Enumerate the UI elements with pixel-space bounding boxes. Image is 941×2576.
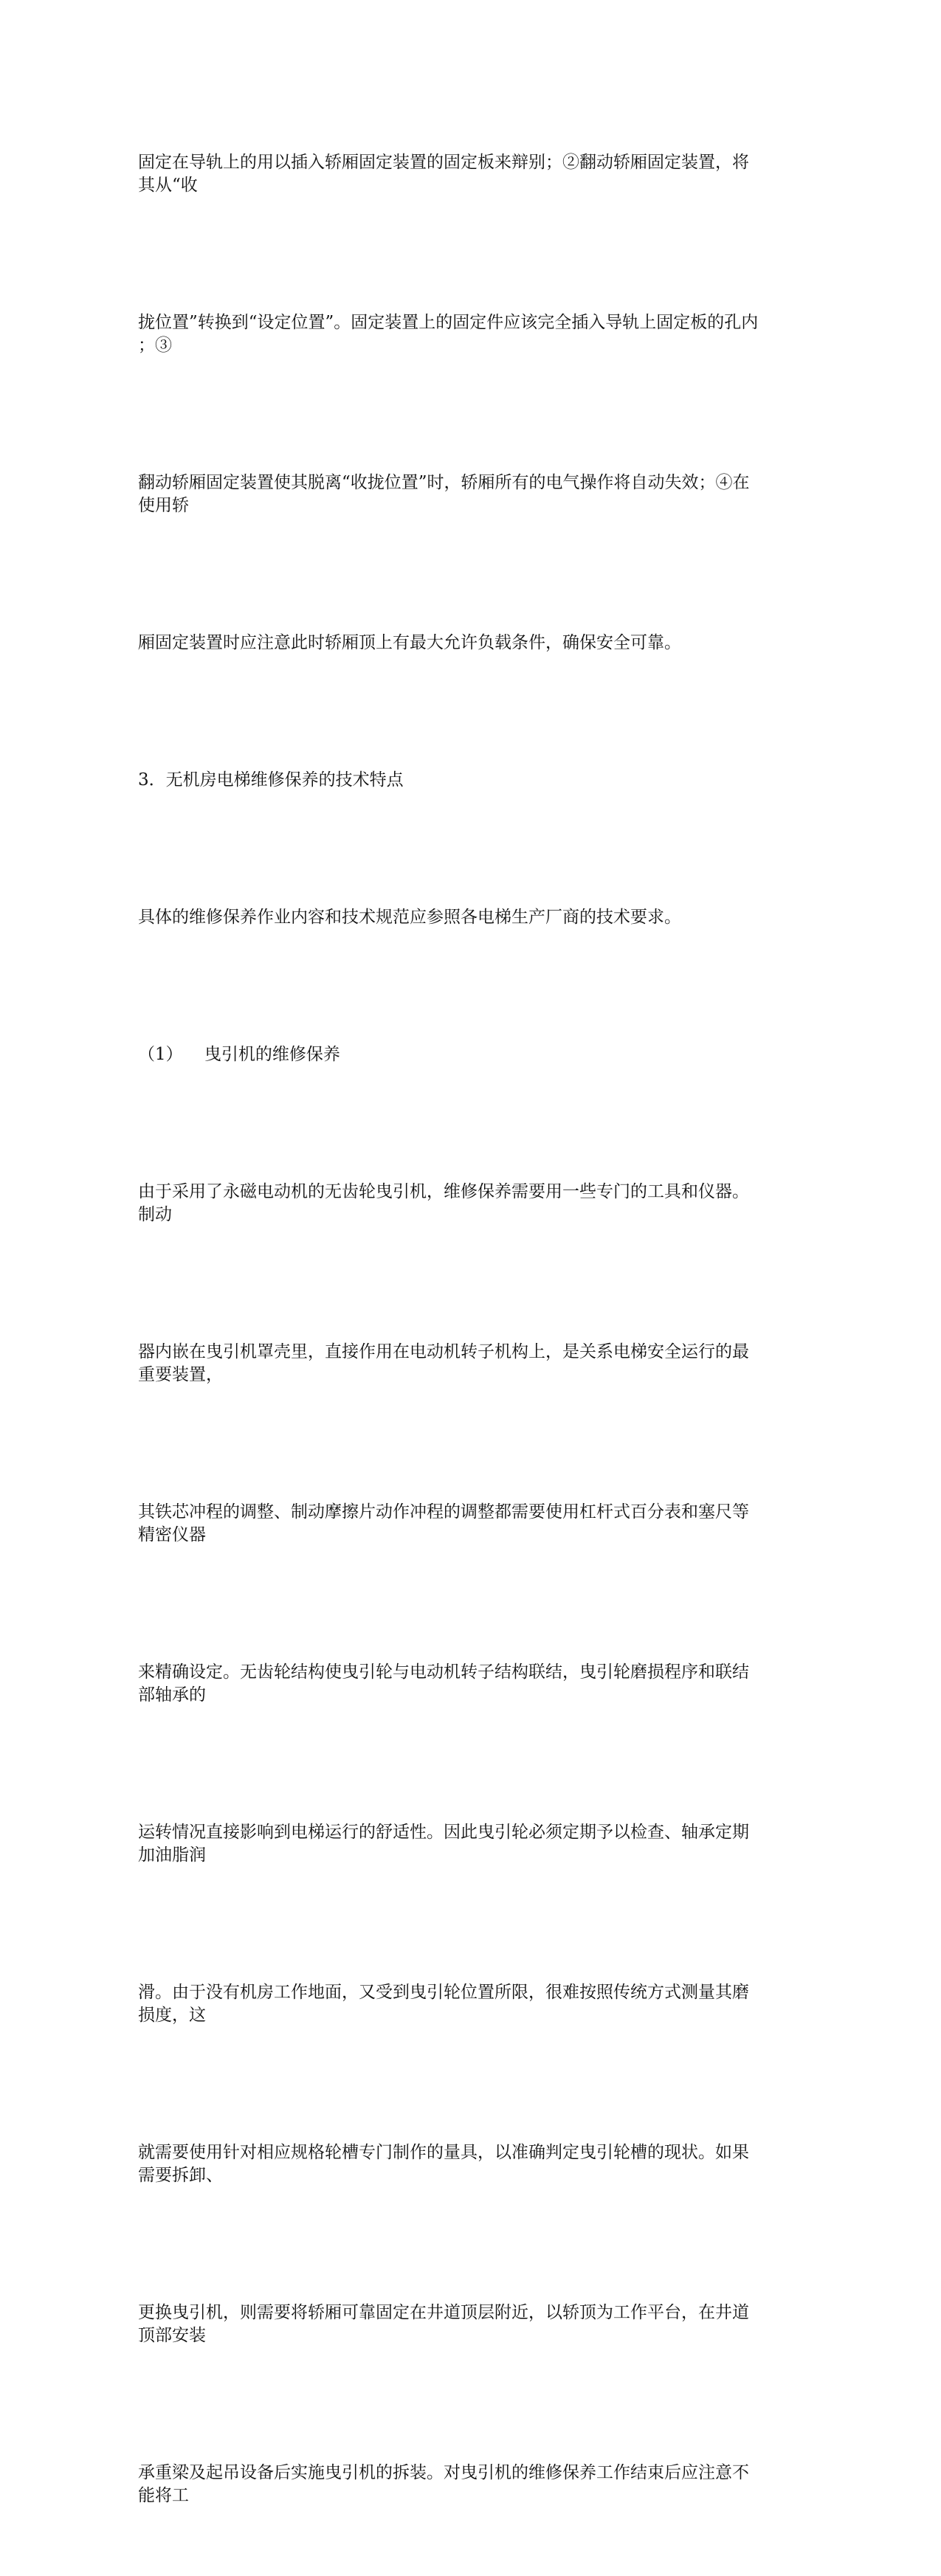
- section-heading: [138, 723, 802, 838]
- text-line: 其从“收: [138, 176, 198, 195]
- text-line: 加油脂润: [138, 1845, 206, 1865]
- paragraph: [138, 2096, 802, 2233]
- text-line: 精密仪器: [138, 1525, 206, 1544]
- text-line: 使用轿: [138, 496, 189, 515]
- text-line: 固定在导轨上的用以插入轿厢固定装置的固定板来辩别；②翻动轿厢固定装置，将: [138, 153, 749, 172]
- paragraph: [138, 1775, 802, 1913]
- paragraph: [138, 266, 802, 403]
- paragraph: [138, 1455, 802, 1592]
- paragraph: [138, 860, 802, 975]
- text-line: 器内嵌在曳引机罩壳里，直接作用在电动机转子机构上，是关系电梯安全运行的最: [138, 1342, 749, 1361]
- subsection-heading: [138, 998, 802, 1112]
- text-line: 具体的维修保养作业内容和技术规范应参照各电梯生产厂商的技术要求。: [138, 908, 681, 927]
- paragraph: [138, 2416, 802, 2553]
- text-line: （1） 曳引机的维修保养: [138, 1045, 340, 1064]
- text-line: 部轴承的: [138, 1685, 206, 1705]
- text-line: 更换曳引机，则需要将轿厢可靠固定在井道顶层附近，以轿顶为工作平台，在井道: [138, 2303, 749, 2322]
- document-body: [138, 106, 802, 2576]
- text-line: 制动: [138, 1205, 172, 1224]
- text-line: 顶部安装: [138, 2326, 206, 2345]
- text-line: 3．无机房电梯维修保养的技术特点: [138, 770, 404, 790]
- paragraph: [138, 586, 802, 700]
- text-line: 由于采用了永磁电动机的无齿轮曳引机，维修保养需要用一些专门的工具和仪器。: [138, 1182, 749, 1201]
- text-line: 承重梁及起吊设备后实施曳引机的拆装。对曳引机的维修保养工作结束后应注意不: [138, 2463, 749, 2482]
- paragraph: [138, 2256, 802, 2393]
- paragraph: [138, 1615, 802, 1753]
- text-line: 能将工: [138, 2486, 189, 2505]
- text-line: 滑。由于没有机房工作地面，又受到曳引轮位置所限，很难按照传统方式测量其磨: [138, 1983, 749, 2002]
- text-line: 拢位置”转换到“设定位置”。固定装置上的固定件应该完全插入导轨上固定板的孔内: [138, 313, 759, 332]
- paragraph: [138, 1295, 802, 1432]
- paragraph: [138, 1135, 802, 1272]
- text-line: 来精确设定。无齿轮结构使曳引轮与电动机转子结构联结，曳引轮磨损程序和联结: [138, 1662, 749, 1682]
- paragraph: [138, 426, 802, 563]
- text-line: 其铁芯冲程的调整、制动摩擦片动作冲程的调整都需要使用杠杆式百分表和塞尺等: [138, 1502, 749, 1522]
- text-line: 损度，这: [138, 2006, 206, 2025]
- text-line: 厢固定装置时应注意此时轿厢顶上有最大允许负载条件，确保安全可靠。: [138, 633, 681, 652]
- text-line: 运转情况直接影响到电梯运行的舒适性。因此曳引轮必须定期予以检查、轴承定期: [138, 1823, 749, 1842]
- text-line: ；③: [138, 336, 172, 355]
- paragraph: [138, 106, 802, 243]
- text-line: 翻动轿厢固定装置使其脱离“收拢位置”时，轿厢所有的电气操作将自动失效；④在: [138, 473, 750, 492]
- text-line: 就需要使用针对相应规格轮槽专门制作的量具，以准确判定曳引轮槽的现状。如果: [138, 2143, 749, 2162]
- text-line: 重要装置，: [138, 1365, 223, 1384]
- paragraph: [138, 1936, 802, 2073]
- text-line: 需要拆卸、: [138, 2166, 223, 2185]
